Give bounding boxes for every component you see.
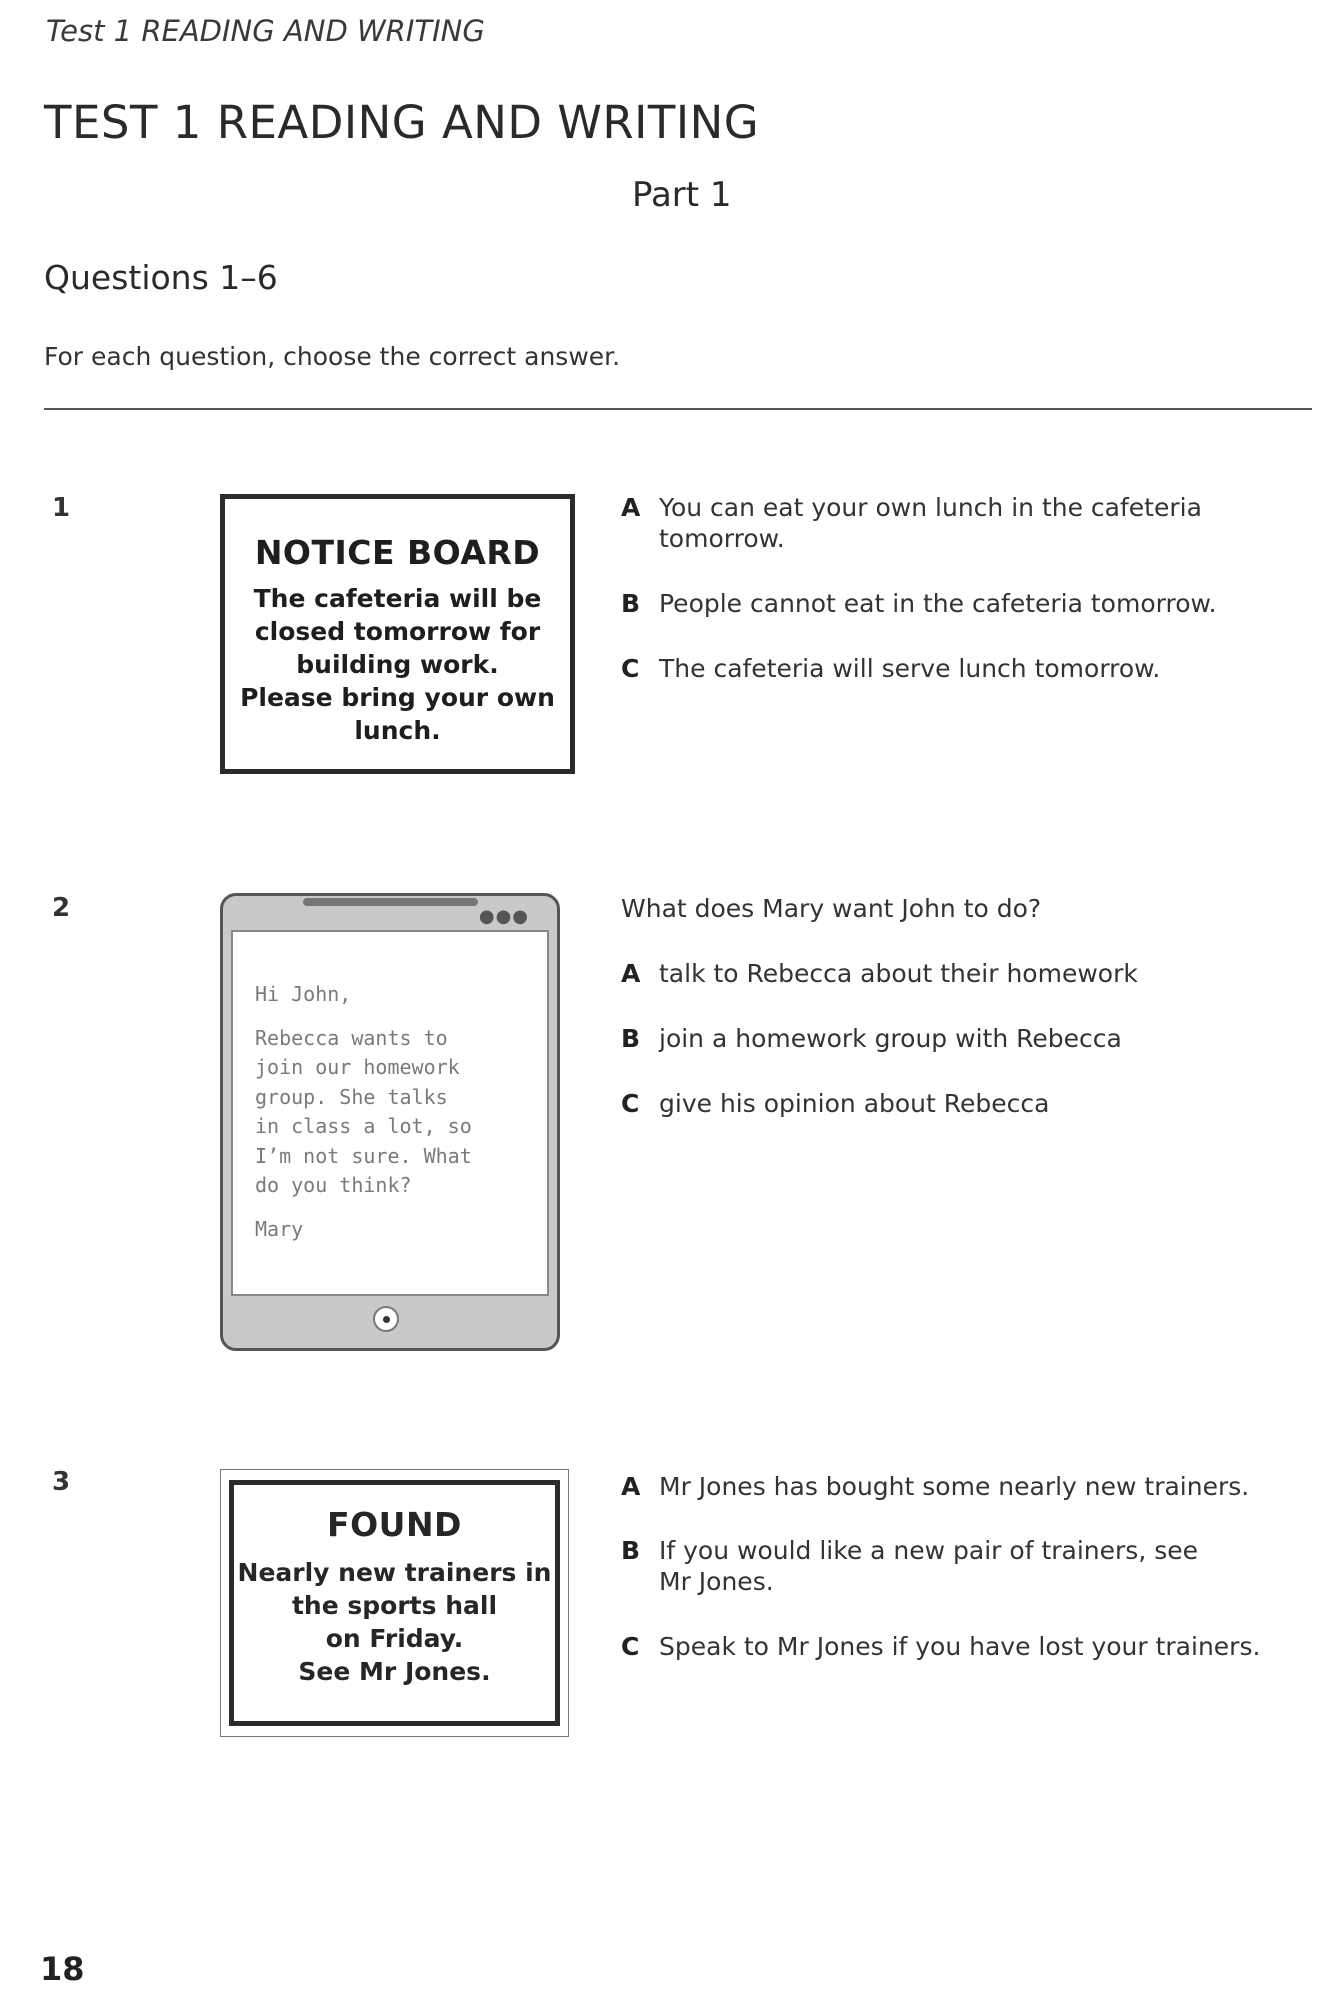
question-number-1: 1 [52, 493, 71, 523]
tablet-camera-icon: ●●● [478, 906, 529, 927]
message-line: in class a lot, so [255, 1114, 472, 1138]
notice-line: on Friday. [325, 1624, 464, 1653]
option-letter: B [621, 1024, 641, 1053]
questions-label: Questions 1–6 [44, 258, 278, 297]
found-notice-frame [229, 1480, 560, 1726]
message-line: I’m not sure. What [255, 1143, 472, 1168]
message-line: Rebecca wants to [255, 1025, 448, 1050]
option-letter: C [621, 654, 640, 683]
q1-option-b[interactable] [621, 588, 1301, 619]
notice-line: closed tomorrow for [254, 617, 541, 646]
option-letter: A [621, 493, 641, 522]
option-letter: A [621, 959, 641, 988]
notice-line: Please bring your own [240, 683, 555, 712]
notice-title: NOTICE BOARD [254, 533, 541, 572]
option-line: You can eat your own lunch in the cafeteria [659, 493, 1202, 522]
instruction-text: For each question, choose the correct answer. [44, 342, 621, 371]
notice-line: lunch. [354, 716, 441, 745]
q2-option-b[interactable] [621, 1023, 1301, 1054]
option-letter: C [621, 1089, 640, 1118]
notice-line: the sports hall [291, 1591, 498, 1620]
tablet-screen [231, 930, 549, 1296]
question-number-2: 2 [52, 893, 71, 923]
q1-option-c[interactable] [621, 653, 1301, 684]
message-line: join our homework [255, 1055, 460, 1079]
q3-option-c[interactable] [621, 1631, 1311, 1662]
q1-option-a[interactable] [621, 492, 1301, 554]
tablet-speaker [303, 898, 478, 906]
message-body [255, 1024, 525, 1201]
q3-option-b[interactable] [621, 1535, 1311, 1597]
home-button-icon [373, 1306, 399, 1332]
notice-line: The cafeteria will be [253, 584, 542, 613]
option-line: If you would like a new pair of trainers, see [659, 1536, 1199, 1565]
option-text [659, 1535, 1311, 1597]
option-text [659, 492, 1301, 554]
option-text: give his opinion about Rebecca [659, 1089, 1050, 1118]
option-text: People cannot eat in the cafeteria tomorrow. [659, 589, 1217, 618]
option-letter: B [621, 589, 641, 618]
page-title: TEST 1 READING AND WRITING [44, 96, 760, 149]
page-number: 18 [40, 1950, 85, 1988]
option-text: talk to Rebecca about their homework [659, 959, 1138, 988]
notice-body [225, 582, 570, 747]
notice-line: See Mr Jones. [298, 1657, 491, 1686]
option-text: The cafeteria will serve lunch tomorrow. [659, 654, 1161, 683]
q2-option-a[interactable] [621, 958, 1301, 989]
divider-line [44, 408, 1312, 410]
message-greeting: Hi John, [255, 982, 352, 1006]
option-letter: B [621, 1536, 641, 1565]
found-notice-sign [220, 1469, 569, 1737]
notice-board-sign [220, 494, 575, 774]
notice-line: Nearly new trainers in [237, 1558, 552, 1587]
option-line: Mr Jones. [659, 1567, 774, 1596]
question-number-3: 3 [52, 1467, 71, 1497]
option-text: join a homework group with Rebecca [659, 1024, 1122, 1053]
part-label: Part 1 [632, 175, 732, 215]
message-signoff: Mary [255, 1216, 304, 1241]
option-line: tomorrow. [659, 524, 785, 553]
message-line: do you think? [255, 1173, 412, 1197]
option-text: Speak to Mr Jones if you have lost your trainers. [659, 1632, 1261, 1661]
message-line: group. She talks [255, 1084, 448, 1109]
tablet-message-image [220, 893, 560, 1351]
q2-option-c[interactable] [621, 1088, 1301, 1119]
q2-question-text: What does Mary want John to do? [621, 894, 1042, 923]
option-letter: C [621, 1632, 640, 1661]
option-text: Mr Jones has bought some nearly new trainers. [659, 1472, 1250, 1501]
running-head: Test 1 READING AND WRITING [46, 14, 485, 48]
notice-body [234, 1556, 555, 1688]
notice-line: building work. [296, 650, 499, 679]
option-letter: A [621, 1472, 641, 1501]
q3-option-a[interactable] [621, 1471, 1311, 1502]
notice-title: FOUND [327, 1505, 462, 1544]
